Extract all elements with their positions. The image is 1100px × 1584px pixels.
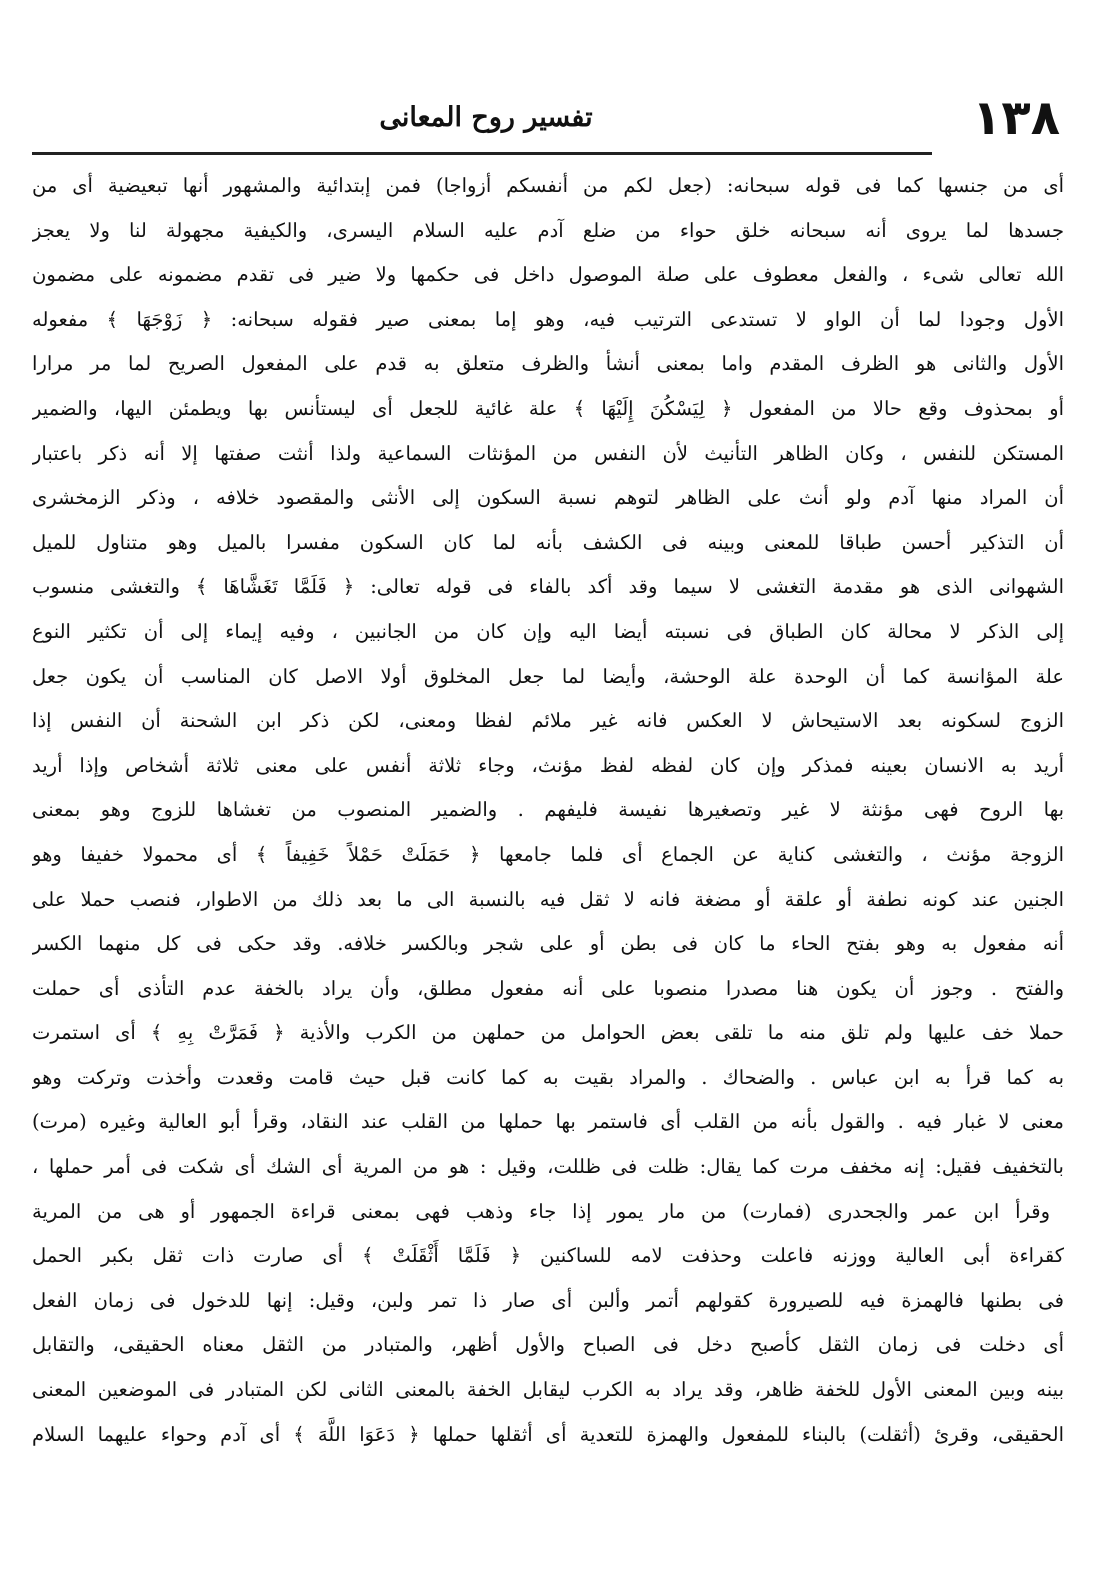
text-line: أريد به الانسان بعينه فمذكر وإن كان لفظه لفظ مؤنث، وجاء ثلاثة أنفس على معنى ثلاثة أشخاص وإذا أريد (32, 753, 1064, 777)
text-line: أو بمحذوف وقع حالا من المفعول ﴿ لِيَسْكُنَ إِلَيْهَا ﴾ علة غائية للجعل أى ليستأنس بها ويطمئن اليها، والضمير (32, 396, 1064, 420)
header-rule (32, 152, 932, 155)
text-line: أى من جنسها كما فى قوله سبحانه: (جعل لكم من أنفسكم أزواجا) فمن إبتدائية والمشهور أنها تبعيضية أى من (32, 174, 1064, 197)
text-line: الله تعالى شىء ، والفعل معطوف على صلة الموصول داخل فى حكمها ولا ضير فى تقدم مضمونه على مضمون (32, 263, 1064, 287)
text-line: وقرأ ابن عمر والجحدرى (فمارت) من مار يمور إذا جاء وذهب فهى بمعنى قراءة الجمهور أو هى من المرية (32, 1199, 1050, 1223)
running-title: تفسير روح المعانى (379, 102, 593, 133)
text-line: جسدها لما يروى أنه سبحانه خلق حواء من ضلع آدم عليه السلام اليسرى، والكيفية مجهولة لنا ولا يعجز (32, 218, 1064, 242)
text-line: معنى لا غبار فيه . والقول بأنه من القلب أى فاستمر بها حملها من القلب عند النقاد، وقرأ أبو العالية وغيره (مرت) (32, 1110, 1064, 1134)
text-line: بالتخفيف فقيل: إنه مخفف مرت كما يقال: ظلت فى ظللت، وقيل : هو من المرية أى الشك أى شكت فى أمر حملها ، (32, 1155, 1064, 1179)
text-line: فى بطنها فالهمزة فيه للصيرورة كقولهم أتمر وألبن أى صار ذا تمر ولبن، وقيل: إنها للدخول فى زمان الفعل (32, 1288, 1064, 1312)
text-line: الشهوانى الذى هو مقدمة التغشى لا سيما وقد أكد بالفاء فى قوله تعالى: ﴿ فَلَمَّا تَغَشَّاهَا ﴾ والتغشى منسوب (32, 575, 1064, 599)
text-line: علة المؤانسة كما أن الوحدة علة الوحشة، وأيضا لما جعل المخلوق أولا الاصل كان المناسب أن يكون جعل (32, 664, 1064, 688)
text-line: الزوجة مؤنث ، والتغشى كناية عن الجماع أى فلما جامعها ﴿ حَمَلَتْ حَمْلاً خَفِيفاً ﴾ أى محمولا خفيفا وهو (32, 842, 1064, 866)
text-line: والفتح . وجوز أن يكون هنا مصدرا منصوبا على أنه مفعول مطلق، وأن يراد بالخفة عدم التأذى أى حملت (32, 976, 1064, 1000)
text-line: بها الروح فهى مؤنثة لا غير وتصغيرها نفيسة فليفهم . والضمير المنصوب من تغشاها للزوج وهو بمعنى (32, 798, 1064, 822)
text-line: الزوج لسكونه بعد الاستيحاش لا العكس فانه غير ملائم لفظا ومعنى، لكن ذكر ابن الشحنة أن النفس إذا (32, 709, 1064, 733)
text-line: أى دخلت فى زمان الثقل كأصبح دخل فى الصباح والأول أظهر، والمتبادر من الثقل معناه الحقيقى، والتقابل (32, 1333, 1064, 1357)
page-header (32, 90, 1060, 152)
text-line: إلى الذكر لا محالة كان الطباق فى نسبته أيضا اليه وإن كان من الجانبين ، وفيه إيماء إلى أن تكثير النوع (32, 619, 1064, 643)
text-line: كقراءة أبى العالية ووزنه فاعلت وحذفت لامه للساكنين ﴿ فَلَمَّا أَثْقَلَتْ ﴾ أى صارت ذات ثقل بكبر الحمل (32, 1244, 1064, 1268)
page-body-text (32, 164, 1064, 1457)
text-line: الأول وجودا لما أن الواو لا تستدعى الترتيب فيه، وهو إما بمعنى صير فقوله سبحانه: ﴿ زَوْجَهَا ﴾ مفعوله (32, 307, 1064, 331)
text-line: الجنين عند كونه نطفة أو علقة أو مضغة فانه لا ثقل فيه بالنسبة الى ما بعد ذلك من الاطوار، فنصب حملا على (32, 887, 1064, 911)
text-line: أن التذكير أحسن طباقا للمعنى وبينه فى الكشف بأنه لما كان السكون مفسرا بالميل وهو متناول للميل (32, 530, 1064, 554)
text-line: بينه وبين المعنى الأول للخفة ظاهر، وقد يراد به الكرب ليقابل الخفة بالمعنى الثانى لكن المتبادر فى الموضعين المعنى (32, 1378, 1064, 1402)
text-line: الحقيقى، وقرئ (أثقلت) بالبناء للمفعول والهمزة للتعدية أى أثقلها حملها ﴿ دَعَوَا اللَّهَ ﴾ أى آدم وحواء عليهما السلام (32, 1422, 1064, 1446)
text-line: المستكن للنفس ، وكان الظاهر التأنيث لأن النفس من المؤنثات السماعية ولذا أنثت صفتها إلا أنه ذكر باعتبار (32, 441, 1064, 465)
text-line: الأول والثانى هو الظرف المقدم واما بمعنى أنشأ والظرف متعلق به قدم على المفعول الصريح لما مر مرارا (32, 352, 1064, 376)
text-line: به كما قرأ به ابن عباس . والضحاك . والمراد بقيت به كما كانت قبل حيث قامت وقعدت وأخذت وتركت وهو (32, 1065, 1064, 1089)
page-number: ١٣٨ (972, 90, 1060, 146)
text-line: أن المراد منها آدم ولو أنث على الظاهر لتوهم نسبة السكون إلى الأنثى والمقصود خلافه ، وذكر الزمخشرى (32, 486, 1064, 510)
text-line: أنه مفعول به وهو بفتح الحاء ما كان فى بطن أو على شجر وبالكسر خلافه. وقد حكى فى كل منهما الكسر (32, 932, 1064, 956)
text-line: حملا خف عليها ولم تلق منه ما تلقى بعض الحوامل من حملهن من الكرب والأذية ﴿ فَمَرَّتْ بِهِ ﴾ أى استمرت (32, 1021, 1064, 1045)
